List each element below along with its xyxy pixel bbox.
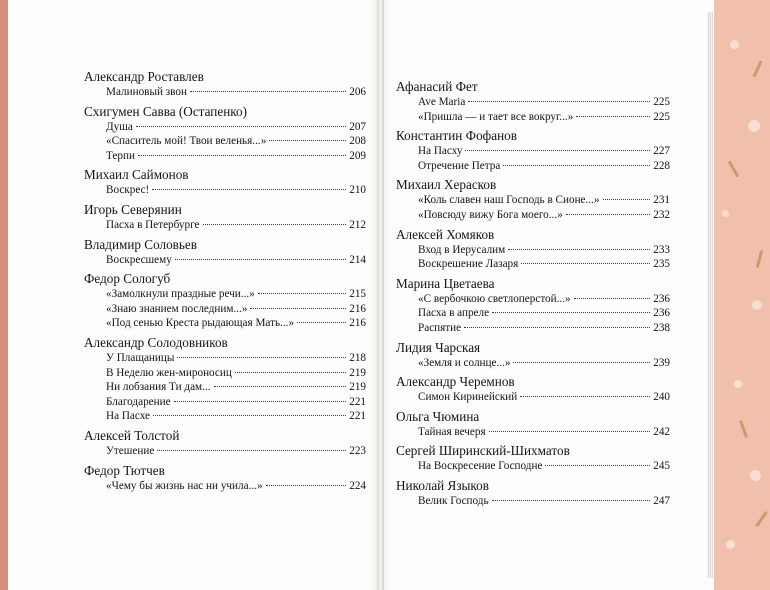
toc-entry (396, 193, 670, 208)
page-number: 209 (349, 149, 366, 162)
toc-entry (84, 85, 366, 100)
dot-leader (520, 396, 650, 397)
author-heading: Михаил Херасков (396, 177, 497, 193)
dot-leader (266, 485, 347, 486)
page-number: 223 (349, 444, 366, 457)
page-number: 225 (653, 96, 670, 108)
page-number: 247 (653, 494, 670, 507)
contents-right-column (396, 78, 670, 509)
entry-title: У Плащаницы (106, 351, 175, 364)
entry-title: Ни лобзания Ти дам... (106, 381, 211, 394)
entry-title: «Земля и солнце...» (418, 356, 511, 369)
page-number: 207 (349, 120, 366, 133)
toc-entry (84, 302, 366, 317)
page-number: 219 (349, 366, 366, 379)
dot-leader (136, 126, 346, 127)
page-edges (707, 12, 713, 578)
dot-leader (489, 431, 651, 432)
book-cover (712, 0, 770, 590)
entry-title: Благодарение (106, 395, 171, 408)
dot-leader (574, 298, 651, 299)
dot-leader (603, 199, 651, 200)
entry-title: «Под сенью Креста рыдающая Мать...» (106, 317, 295, 330)
dot-leader (508, 249, 650, 250)
toc-entry (396, 390, 670, 405)
dot-leader (258, 293, 346, 294)
dot-leader (214, 386, 347, 387)
page-number: 232 (653, 208, 670, 221)
page-number: 219 (349, 381, 366, 394)
toc-entry (84, 218, 366, 233)
page-number: 206 (349, 86, 366, 98)
entry-title: «Знаю знанием последним...» (106, 302, 248, 315)
page-number: 221 (349, 410, 366, 423)
dot-leader (152, 189, 346, 190)
entry-title: Тайная вечеря (418, 425, 486, 438)
entry-title: Воскресшему (106, 253, 172, 266)
dot-leader (175, 259, 346, 260)
toc-entry (396, 494, 670, 509)
toc-entry (84, 120, 366, 135)
dot-leader (157, 450, 346, 451)
dot-leader (465, 150, 650, 151)
toc-entry (84, 134, 366, 149)
entry-title: «Повсюду вижу Бога моего...» (418, 208, 563, 221)
entry-title: Распятие (418, 321, 462, 334)
page-number: 215 (349, 288, 366, 301)
dot-leader (545, 465, 650, 466)
toc-entry (84, 149, 366, 164)
dot-leader (521, 263, 650, 264)
page-number: 210 (349, 184, 366, 197)
dot-leader (464, 327, 650, 328)
dot-leader (492, 312, 650, 313)
author-heading: Игорь Северянин (84, 201, 182, 217)
page-number: 239 (653, 356, 670, 369)
entry-title: Симон Киринейский (418, 391, 518, 404)
toc-entry (84, 444, 366, 459)
page-number: 236 (653, 292, 670, 305)
author-heading: Александр Черемнов (396, 374, 515, 390)
entry-title: Вход в Иерусалим (418, 243, 506, 256)
toc-entry (396, 425, 670, 440)
author-heading: Схигумен Савва (Остапенко) (84, 103, 247, 119)
author-heading: Алексей Толстой (84, 427, 180, 443)
dot-leader (153, 415, 346, 416)
entry-title: «Спаситель мой! Твои веленья...» (106, 135, 267, 148)
author-heading: Марина Цветаева (396, 275, 495, 291)
entry-title: Душа (106, 120, 133, 133)
toc-entry (396, 306, 670, 321)
dot-leader (566, 214, 650, 215)
author-heading: Алексей Хомяков (396, 226, 495, 242)
entry-title: Утешение (106, 444, 155, 457)
dot-leader (174, 401, 347, 402)
toc-entry (84, 366, 366, 381)
page-number: 242 (653, 425, 670, 438)
dot-leader (492, 500, 651, 501)
entry-title: «Коль славен наш Господь в Сионе...» (418, 194, 600, 207)
entry-title: Велик Господь (418, 494, 489, 507)
dot-leader (177, 357, 346, 358)
author-heading: Федор Тютчев (84, 462, 165, 478)
page-number: 216 (349, 302, 366, 315)
author-heading: Лидия Чарская (396, 339, 481, 355)
author-heading: Сергей Ширинский-Шихматов (396, 443, 570, 459)
page-number: 231 (653, 194, 670, 207)
author-heading: Александр Роставлев (84, 69, 204, 84)
dot-leader (190, 91, 346, 92)
author-heading: Федор Сологуб (84, 271, 171, 287)
author-heading: Константин Фофанов (396, 128, 517, 144)
toc-entry (396, 356, 670, 371)
dot-leader (297, 322, 346, 323)
toc-entry (84, 409, 366, 424)
page-number: 225 (653, 110, 670, 123)
author-heading: Афанасий Фет (396, 79, 478, 94)
toc-entry (84, 183, 366, 198)
page-number: 235 (653, 258, 670, 271)
page-number: 216 (349, 317, 366, 330)
toc-entry (396, 321, 670, 336)
toc-entry (396, 292, 670, 307)
toc-entry (396, 257, 670, 272)
entry-title: Воскрес! (106, 184, 150, 197)
dot-leader (250, 308, 346, 309)
page-number: 214 (349, 253, 366, 266)
entry-title: Пасха в апреле (418, 307, 490, 320)
dot-leader (576, 116, 650, 117)
dot-leader (513, 362, 650, 363)
page-number: 245 (653, 460, 670, 473)
entry-title: Отречение Петра (418, 159, 501, 172)
page-number: 224 (349, 479, 366, 492)
dot-leader (468, 101, 650, 102)
toc-entry (396, 459, 670, 474)
entry-title: «Замолкнули праздные речи...» (106, 288, 255, 301)
page-number: 221 (349, 395, 366, 408)
toc-entry (84, 395, 366, 410)
dot-leader (503, 165, 650, 166)
contents-left-column (84, 68, 366, 493)
toc-entry (84, 351, 366, 366)
toc-entry (84, 287, 366, 302)
entry-title: В Неделю жен-мироносиц (106, 366, 232, 379)
book-gutter (377, 0, 384, 590)
toc-entry (396, 208, 670, 223)
author-heading: Ольга Чюмина (396, 408, 480, 424)
toc-entry (396, 144, 670, 159)
entry-title: Ave Maria (418, 96, 466, 108)
page-number: 227 (653, 145, 670, 158)
author-heading: Николай Языков (396, 477, 489, 493)
page-number: 236 (653, 307, 670, 320)
dot-leader (203, 224, 347, 225)
author-heading: Владимир Соловьев (84, 236, 198, 252)
toc-entry (396, 110, 670, 125)
dot-leader (235, 372, 346, 373)
dot-leader (269, 140, 346, 141)
entry-title: На Пасхе (106, 410, 150, 423)
entry-title: На Воскресение Господне (418, 460, 543, 473)
page-number: 238 (653, 321, 670, 334)
page-number: 228 (653, 159, 670, 172)
page-number: 233 (653, 243, 670, 256)
entry-title: Терпи (106, 149, 135, 162)
toc-entry (84, 479, 366, 494)
author-heading: Александр Солодовников (84, 334, 228, 350)
page-number: 208 (349, 135, 366, 148)
page-number: 212 (349, 218, 366, 231)
toc-entry (396, 159, 670, 174)
entry-title: «Пришла — и тает все вокруг...» (418, 110, 574, 123)
author-heading: Михаил Саймонов (84, 167, 189, 183)
toc-entry (84, 253, 366, 268)
entry-title: На Пасху (418, 145, 463, 158)
entry-title: Малиновый звон (106, 86, 187, 98)
entry-title: Пасха в Петербурге (106, 218, 200, 231)
toc-entry (396, 243, 670, 258)
page-number: 240 (653, 391, 670, 404)
entry-title: «С вербочкою светлоперстой...» (418, 292, 571, 305)
toc-entry (396, 95, 670, 110)
page-number: 218 (349, 351, 366, 364)
entry-title: Воскрешение Лазаря (418, 258, 519, 271)
toc-entry (84, 316, 366, 331)
toc-entry (84, 380, 366, 395)
dot-leader (138, 155, 346, 156)
entry-title: «Чему бы жизнь нас ни учила...» (106, 479, 263, 492)
